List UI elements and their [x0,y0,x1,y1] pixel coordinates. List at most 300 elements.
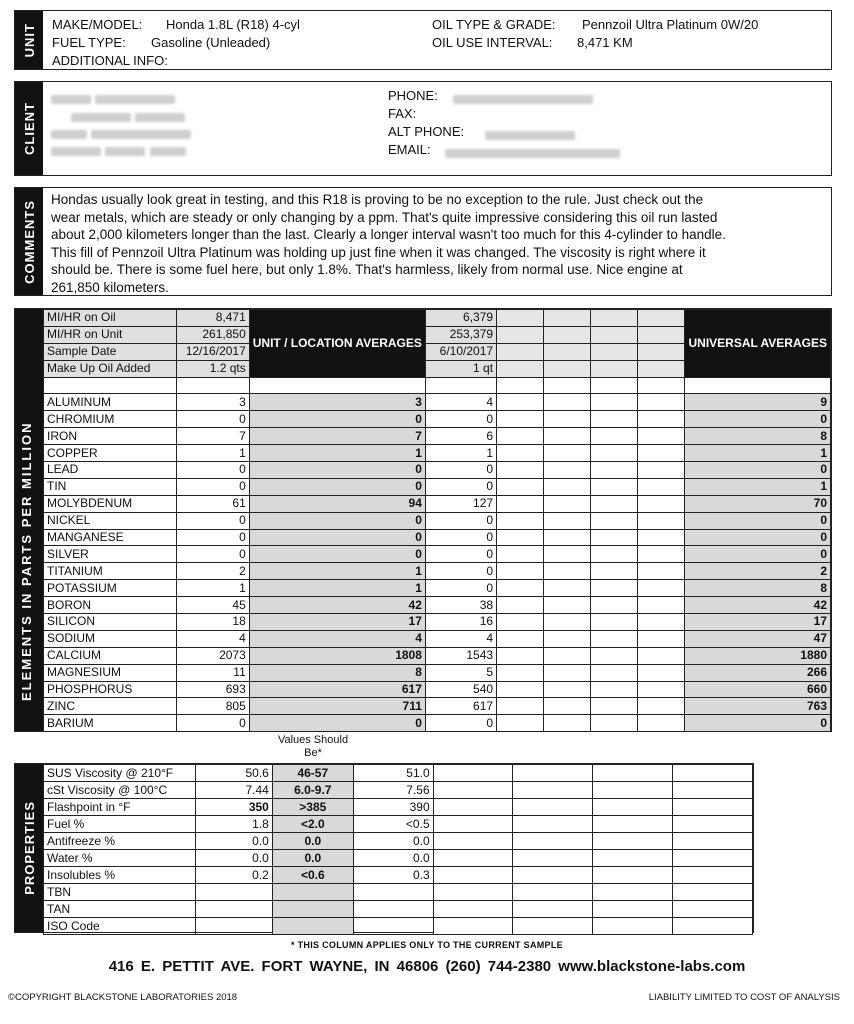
property-current [195,884,272,901]
sample-info-previous: 253,379 [425,326,496,343]
empty-sample-cell [544,529,591,546]
property-current: 50.6 [195,765,272,782]
empty-sample-cell [497,326,544,343]
empty-sample-cell [638,478,685,495]
property-current: 7.44 [195,782,272,799]
phone-redacted [453,91,593,109]
empty-sample-cell [591,597,638,614]
empty-sample-cell [513,833,593,850]
element-previous: 5 [425,664,496,681]
empty-sample-cell [673,799,753,816]
element-unit-average: 1 [249,580,425,597]
element-name: CHROMIUM [44,411,177,428]
empty-sample-cell [497,630,544,647]
element-previous: 540 [425,681,496,698]
element-previous: 1 [425,445,496,462]
oil-type-value: Pennzoil Ultra Platinum 0W/20 [582,17,759,32]
property-name: SUS Viscosity @ 210°F [44,765,196,782]
empty-sample-cell [638,715,685,732]
empty-sample-cell [513,816,593,833]
sample-info-label: Make Up Oil Added [44,360,177,377]
element-name: COPPER [44,445,177,462]
element-universal-average: 1 [685,478,831,495]
empty-sample-cell [593,901,673,918]
empty-sample-cell [591,478,638,495]
property-previous: 390 [353,799,433,816]
spacer-row [44,377,831,394]
empty-sample-cell [497,546,544,563]
element-row [44,512,831,529]
element-row [44,529,831,546]
client-section [14,81,832,176]
alt-phone-label: ALT PHONE: [388,124,465,139]
empty-sample-cell [638,614,685,631]
empty-sample-cell [591,326,638,343]
empty-sample-cell [591,664,638,681]
properties-table-wrap [14,763,754,933]
property-should-be [272,901,353,918]
property-previous: 0.0 [353,850,433,867]
element-previous: 0 [425,546,496,563]
comments-sidebar [15,188,43,295]
element-unit-average: 0 [249,715,425,732]
empty-sample-cell [638,445,685,462]
empty-sample-cell [544,698,591,715]
properties-sidebar-label: PROPERTIES [21,801,37,895]
element-unit-average: 0 [249,478,425,495]
element-current: 11 [177,664,250,681]
element-current: 805 [177,698,250,715]
elements-sidebar [15,309,43,731]
element-universal-average: 70 [685,495,831,512]
empty-sample-cell [673,816,753,833]
empty-sample-cell [591,563,638,580]
element-row [44,647,831,664]
unit-section [14,10,832,70]
empty-sample-cell [544,614,591,631]
empty-sample-cell [593,918,673,935]
element-current: 0 [177,715,250,732]
empty-sample-cell [544,597,591,614]
element-unit-average: 1 [249,563,425,580]
element-previous: 1543 [425,647,496,664]
empty-sample-cell [591,546,638,563]
element-universal-average: 0 [685,512,831,529]
element-name: BARIUM [44,715,177,732]
element-universal-average: 9 [685,394,831,411]
element-universal-average: 660 [685,681,831,698]
property-previous: 7.56 [353,782,433,799]
element-name: IRON [44,428,177,445]
phone-label: PHONE: [388,88,438,103]
empty-sample-cell [593,867,673,884]
empty-sample-cell [593,816,673,833]
element-name: PHOSPHORUS [44,681,177,698]
element-name: SILVER [44,546,177,563]
spacer-cell [44,377,177,394]
element-previous: 38 [425,597,496,614]
empty-sample-cell [433,816,513,833]
empty-sample-cell [638,597,685,614]
element-unit-average: 42 [249,597,425,614]
element-row [44,715,831,732]
spacer-cell [685,377,831,394]
oil-interval-value: 8,471 KM [577,35,633,50]
make-model-value: Honda 1.8L (R18) 4-cyl [166,17,300,32]
empty-sample-cell [591,495,638,512]
empty-sample-cell [593,850,673,867]
element-unit-average: 3 [249,394,425,411]
spacer-cell [249,377,425,394]
element-previous: 6 [425,428,496,445]
unit-sidebar-label: UNIT [21,22,37,58]
empty-sample-cell [591,462,638,479]
empty-sample-cell [638,394,685,411]
element-universal-average: 17 [685,614,831,631]
property-row [44,833,753,850]
empty-sample-cell [638,664,685,681]
empty-sample-cell [591,580,638,597]
empty-sample-cell [513,884,593,901]
element-row [44,411,831,428]
property-row [44,816,753,833]
empty-sample-cell [433,833,513,850]
element-previous: 4 [425,630,496,647]
sample-info-current: 261,850 [177,326,250,343]
element-unit-average: 617 [249,681,425,698]
element-current: 0 [177,462,250,479]
empty-sample-cell [591,647,638,664]
element-previous: 0 [425,512,496,529]
empty-sample-cell [433,901,513,918]
element-current: 693 [177,681,250,698]
empty-sample-cell [591,715,638,732]
element-universal-average: 0 [685,715,831,732]
empty-sample-cell [544,546,591,563]
empty-sample-cell [591,394,638,411]
element-row [44,681,831,698]
empty-sample-cell [497,495,544,512]
element-current: 0 [177,546,250,563]
element-name: TITANIUM [44,563,177,580]
element-current: 0 [177,411,250,428]
element-unit-average: 0 [249,411,425,428]
empty-sample-cell [544,343,591,360]
empty-sample-cell [591,411,638,428]
empty-sample-cell [433,867,513,884]
property-should-be: 6.0-9.7 [272,782,353,799]
empty-sample-cell [497,512,544,529]
element-unit-average: 8 [249,664,425,681]
property-name: Insolubles % [44,867,196,884]
empty-sample-cell [673,884,753,901]
element-row [44,698,831,715]
empty-sample-cell [433,782,513,799]
sample-info-current: 8,471 [177,310,250,327]
empty-sample-cell [638,428,685,445]
empty-sample-cell [591,360,638,377]
property-previous: 0.0 [353,833,433,850]
element-row [44,614,831,631]
property-row [44,850,753,867]
sample-info-previous: 6,379 [425,310,496,327]
element-name: MAGNESIUM [44,664,177,681]
element-current: 4 [177,630,250,647]
empty-sample-cell [673,918,753,935]
empty-sample-cell [433,850,513,867]
element-name: MANGANESE [44,529,177,546]
empty-sample-cell [591,445,638,462]
empty-sample-cell [638,310,685,327]
values-should-be-note: Values Should Be* [277,734,349,759]
element-row [44,495,831,512]
element-unit-average: 7 [249,428,425,445]
element-row [44,630,831,647]
empty-sample-cell [544,647,591,664]
element-universal-average: 1880 [685,647,831,664]
element-name: CALCIUM [44,647,177,664]
empty-sample-cell [593,782,673,799]
property-previous: <0.5 [353,816,433,833]
empty-sample-cell [638,512,685,529]
element-universal-average: 266 [685,664,831,681]
oil-type-label: OIL TYPE & GRADE: [432,17,556,32]
empty-sample-cell [593,833,673,850]
element-current: 1 [177,580,250,597]
empty-sample-cell [673,850,753,867]
empty-sample-cell [638,326,685,343]
property-should-be [272,884,353,901]
element-row [44,394,831,411]
property-name: TBN [44,884,196,901]
sample-info-previous: 1 qt [425,360,496,377]
properties-table [43,764,753,935]
element-row [44,428,831,445]
empty-sample-cell [497,597,544,614]
empty-sample-cell [544,495,591,512]
element-row [44,563,831,580]
element-universal-average: 0 [685,462,831,479]
empty-sample-cell [497,360,544,377]
empty-sample-cell [544,563,591,580]
empty-sample-cell [544,428,591,445]
elements-table-wrap [14,308,832,732]
property-previous [353,918,433,935]
element-name: POTASSIUM [44,580,177,597]
empty-sample-cell [497,310,544,327]
element-previous: 0 [425,580,496,597]
spacer-cell [638,377,685,394]
element-previous: 0 [425,563,496,580]
element-current: 0 [177,478,250,495]
properties-sidebar [15,764,43,932]
fax-label: FAX: [388,106,417,121]
element-previous: 0 [425,411,496,428]
element-unit-average: 0 [249,529,425,546]
empty-sample-cell [544,326,591,343]
empty-sample-cell [433,884,513,901]
property-row [44,765,753,782]
property-name: Antifreeze % [44,833,196,850]
element-name: ZINC [44,698,177,715]
empty-sample-cell [497,428,544,445]
element-previous: 0 [425,529,496,546]
element-name: SODIUM [44,630,177,647]
empty-sample-cell [591,698,638,715]
make-model-label: MAKE/MODEL: [52,17,143,32]
alt-phone-redacted [485,127,575,145]
empty-sample-cell [638,343,685,360]
property-current: 1.8 [195,816,272,833]
client-sidebar [15,82,43,175]
client-redacted-line2 [71,109,185,127]
comments-section [14,187,832,296]
property-should-be [272,918,353,935]
elements-table [43,309,831,732]
property-current: 0.2 [195,867,272,884]
empty-sample-cell [497,681,544,698]
element-name: BORON [44,597,177,614]
empty-sample-cell [638,546,685,563]
element-current: 0 [177,512,250,529]
empty-sample-cell [513,782,593,799]
element-current: 0 [177,529,250,546]
property-previous [353,901,433,918]
property-should-be: 0.0 [272,850,353,867]
sample-info-current: 1.2 qts [177,360,250,377]
unit-averages-header: UNIT / LOCATION AVERAGES [249,310,425,378]
property-current: 0.0 [195,833,272,850]
element-name: NICKEL [44,512,177,529]
empty-sample-cell [591,614,638,631]
spacer-cell [497,377,544,394]
element-previous: 0 [425,478,496,495]
property-name: ISO Code [44,918,196,935]
empty-sample-cell [593,765,673,782]
empty-sample-cell [638,360,685,377]
empty-sample-cell [591,310,638,327]
element-universal-average: 2 [685,563,831,580]
empty-sample-cell [544,664,591,681]
element-unit-average: 17 [249,614,425,631]
client-redacted-line4 [51,143,186,161]
property-should-be: <0.6 [272,867,353,884]
liability-note: LIABILITY LIMITED TO COST OF ANALYSIS [648,992,840,1003]
element-universal-average: 1 [685,445,831,462]
property-should-be: <2.0 [272,816,353,833]
empty-sample-cell [497,478,544,495]
empty-sample-cell [638,563,685,580]
property-current: 350 [195,799,272,816]
element-name: LEAD [44,462,177,479]
empty-sample-cell [544,394,591,411]
empty-sample-cell [497,715,544,732]
unit-sidebar [15,11,43,69]
fuel-type-label: FUEL TYPE: [52,35,126,50]
empty-sample-cell [591,343,638,360]
empty-sample-cell [638,698,685,715]
email-label: EMAIL: [388,142,431,157]
comments-sidebar-label: COMMENTS [21,199,37,284]
element-universal-average: 0 [685,411,831,428]
spacer-cell [591,377,638,394]
empty-sample-cell [544,411,591,428]
empty-sample-cell [497,647,544,664]
element-row [44,546,831,563]
property-current [195,918,272,935]
empty-sample-cell [638,495,685,512]
element-universal-average: 47 [685,630,831,647]
empty-sample-cell [638,462,685,479]
property-current [195,901,272,918]
element-previous: 4 [425,394,496,411]
sample-info-label: MI/HR on Unit [44,326,177,343]
empty-sample-cell [544,630,591,647]
footnote: * THIS COLUMN APPLIES ONLY TO THE CURRENT SAMPLE [291,940,563,950]
property-row [44,918,753,935]
element-row [44,664,831,681]
element-unit-average: 94 [249,495,425,512]
empty-sample-cell [497,462,544,479]
empty-sample-cell [433,765,513,782]
sample-info-previous: 6/10/2017 [425,343,496,360]
property-name: TAN [44,901,196,918]
element-universal-average: 0 [685,529,831,546]
empty-sample-cell [544,360,591,377]
element-current: 7 [177,428,250,445]
empty-sample-cell [513,867,593,884]
empty-sample-cell [638,580,685,597]
empty-sample-cell [544,310,591,327]
empty-sample-cell [544,478,591,495]
empty-sample-cell [497,698,544,715]
empty-sample-cell [544,445,591,462]
element-row [44,478,831,495]
element-universal-average: 0 [685,546,831,563]
empty-sample-cell [513,901,593,918]
empty-sample-cell [497,445,544,462]
client-sidebar-label: CLIENT [21,102,37,155]
empty-sample-cell [497,394,544,411]
empty-sample-cell [673,782,753,799]
element-unit-average: 0 [249,546,425,563]
sample-info-label: Sample Date [44,343,177,360]
element-unit-average: 0 [249,462,425,479]
element-name: MOLYBDENUM [44,495,177,512]
element-name: SILICON [44,614,177,631]
fuel-type-value: Gasoline (Unleaded) [151,35,271,50]
property-should-be: 46-57 [272,765,353,782]
empty-sample-cell [497,614,544,631]
empty-sample-cell [433,918,513,935]
element-name: ALUMINUM [44,394,177,411]
empty-sample-cell [673,867,753,884]
property-should-be: 0.0 [272,833,353,850]
element-name: TIN [44,478,177,495]
property-should-be: >385 [272,799,353,816]
empty-sample-cell [544,681,591,698]
element-current: 1 [177,445,250,462]
property-current: 0.0 [195,850,272,867]
sample-info-current: 12/16/2017 [177,343,250,360]
empty-sample-cell [513,918,593,935]
element-unit-average: 0 [249,512,425,529]
element-previous: 617 [425,698,496,715]
empty-sample-cell [497,343,544,360]
element-current: 18 [177,614,250,631]
empty-sample-cell [638,630,685,647]
empty-sample-cell [513,765,593,782]
